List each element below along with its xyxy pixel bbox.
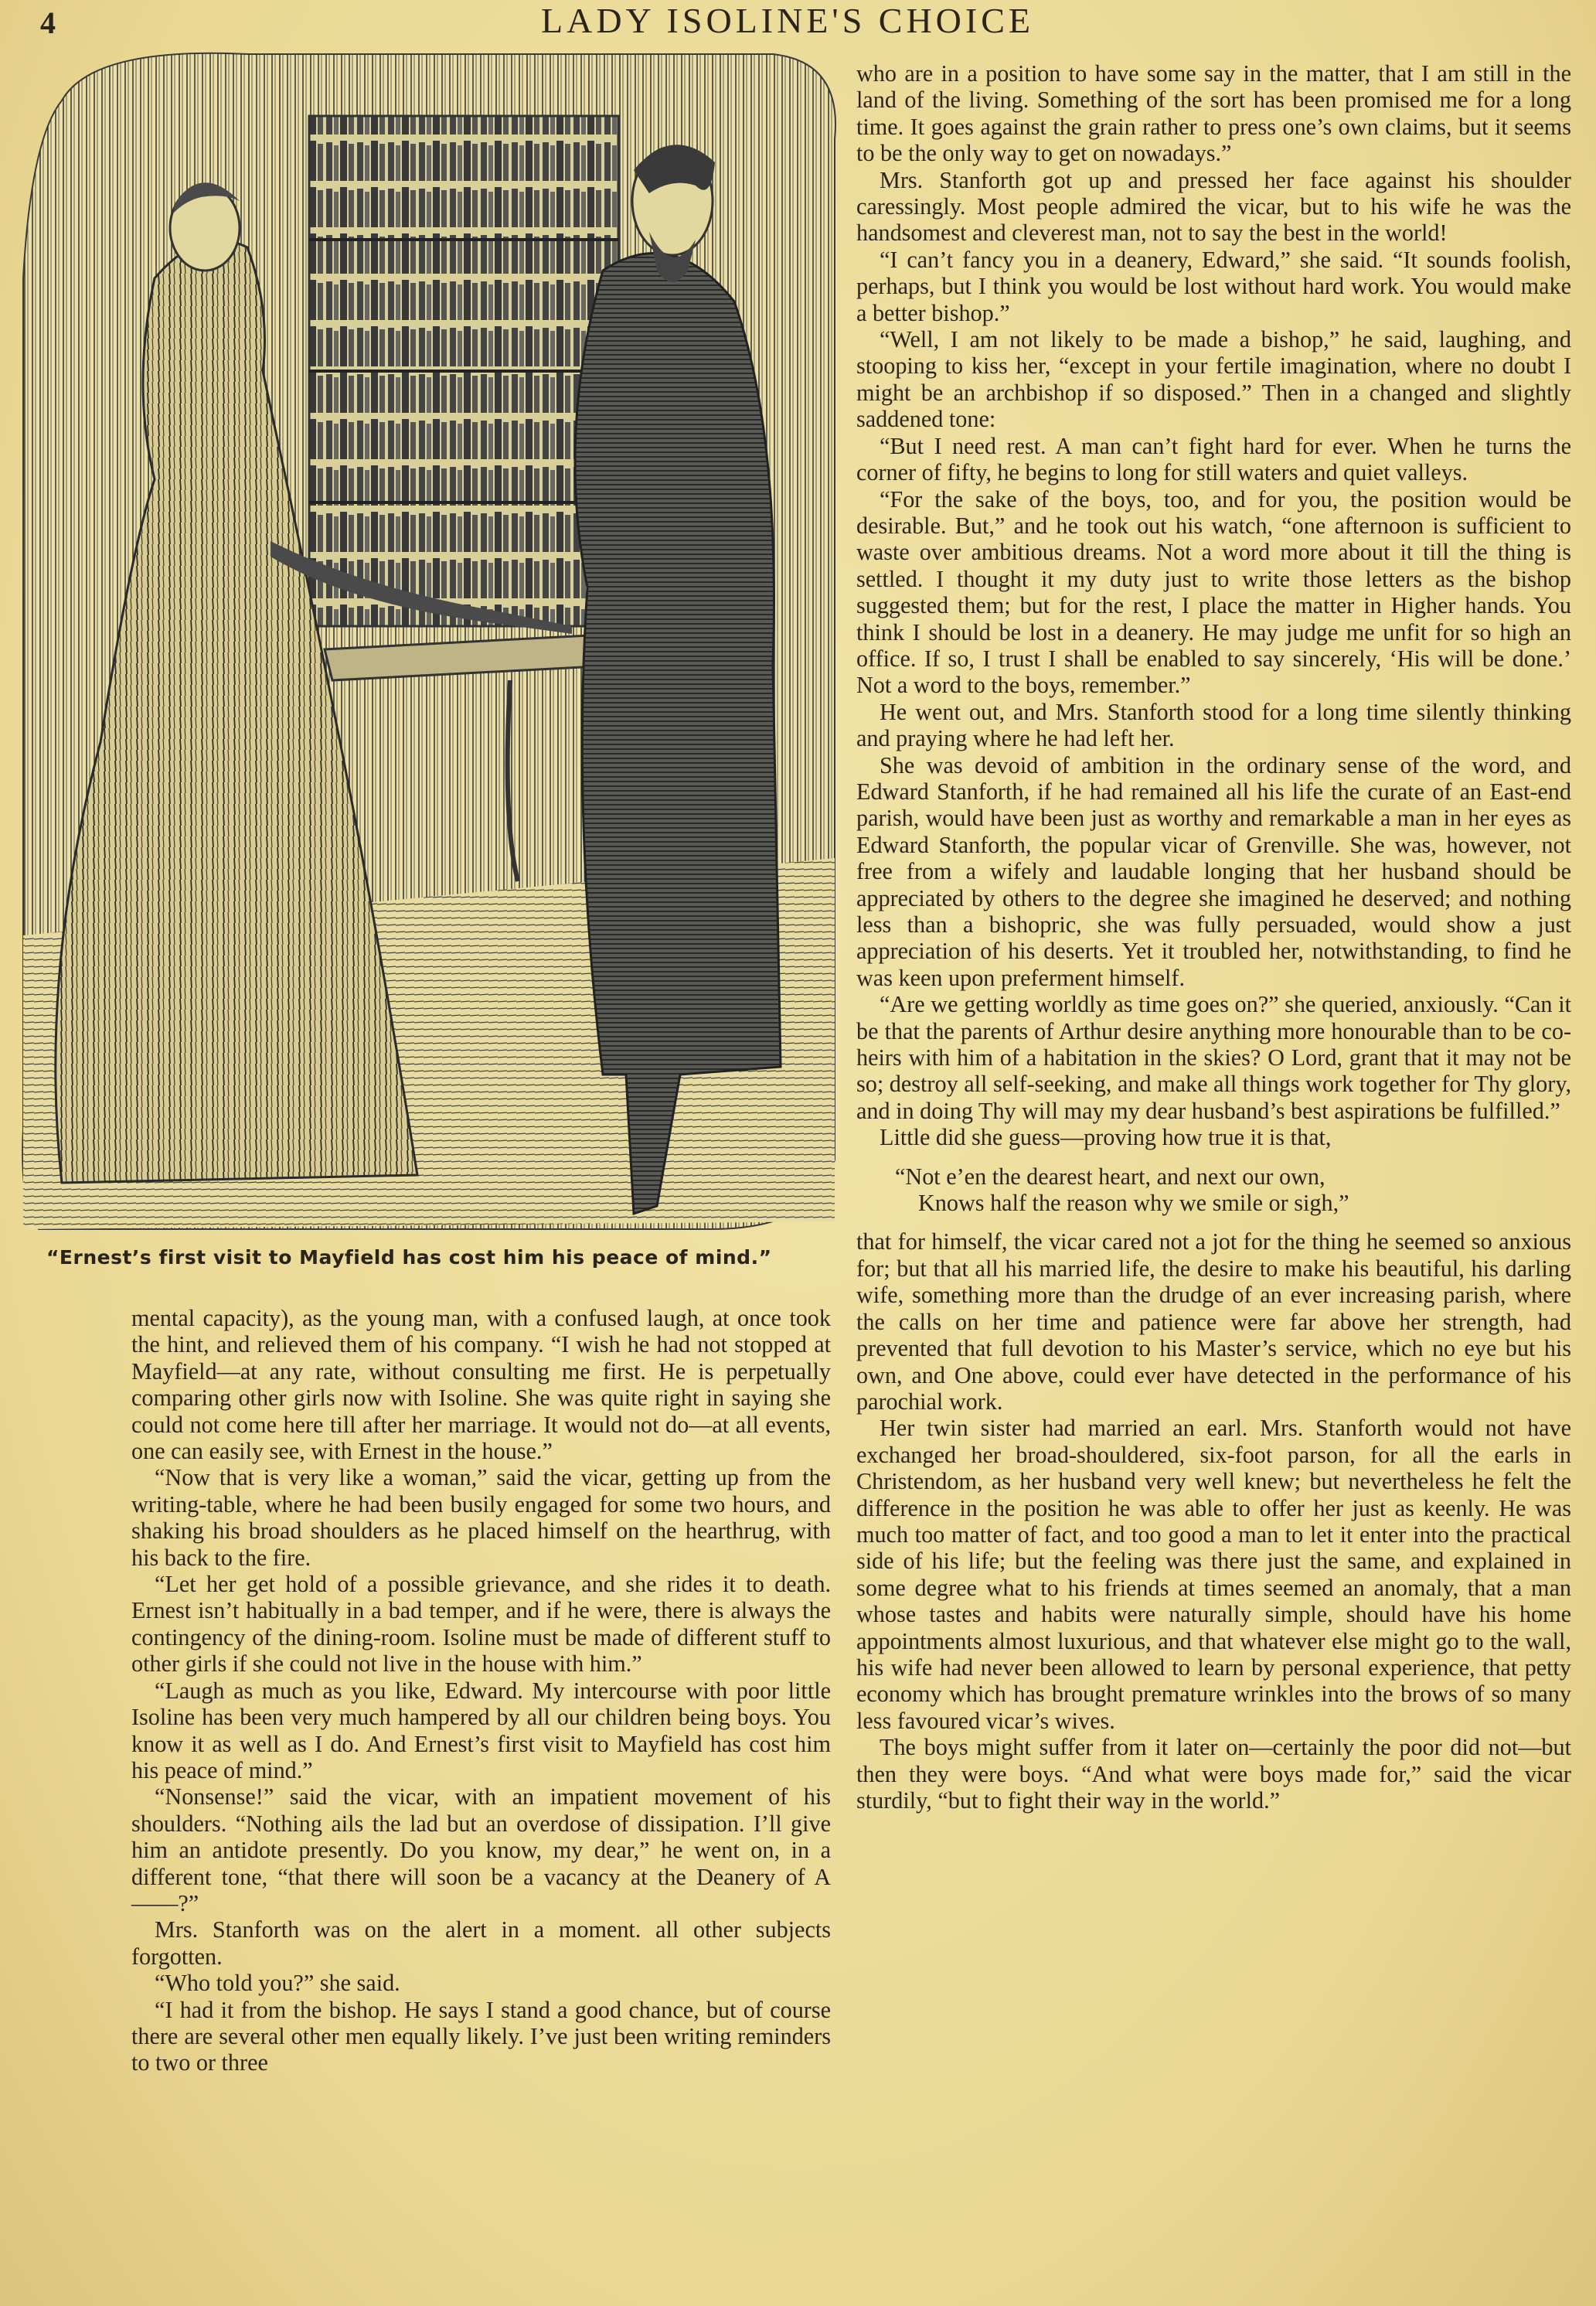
paragraph: “For the sake of the boys, too, and for you, the position would be desirable. But,” and he took out his watch, “one afternoon is sufficient to waste over ambitious dreams. Not a word more about it till the thing is settled. I thought it my duty just to write those letters as the bishop suggested them; but for the rest, I place the matter in Higher hands. You think I should be lost in a deanery. He may judge me unfit for so high an office. If so, I trust I shall be enabled to say sincerely, ‘His will be done.’ Not a word to the boys, remember.” [856,485,1571,699]
verse-line: “Not e’en the dearest heart, and next our own, [895,1163,1325,1190]
paragraph: Mrs. Stanforth was on the alert in a moment. all other subjects forgotten. [131,1916,831,1970]
paragraph: “Who told you?” she said. [155,1970,400,1997]
engraving-illustration [15,46,846,1237]
left-column [131,1305,831,2076]
paragraph: “Now that is very like a woman,” said the vicar, getting up from the writing-table, where he had been busily engaged for some two hours, and shaking his broad shoulders as he placed himself on the hearthrug, with his back to the fire. [131,1464,831,1571]
verse-quote [895,1163,1571,1217]
paragraph: Little did she guess—proving how true it is that, [880,1124,1332,1151]
verse-line: Knows half the reason why we smile or sigh,” [918,1190,1349,1217]
paragraph: He went out, and Mrs. Stanforth stood for a long time silently thinking and praying where he had left her. [856,698,1571,752]
paragraph: Her twin sister had married an earl. Mrs. Stanforth would not have exchanged her broad-shouldered, six-foot parson, for all the earls in Christendom, as her husband very well knew; but nevertheless he felt the difference in the position he was able to offer her just as keenly. He was much too matter of fact, and too good a man to let it enter into the practical side of his life; but the feeling was there just the same, and explained in some degree what to his friends at times seemed an anomaly, that a man whose tastes and habits were naturally simple, should have his home appointments almost luxurious, and that whatever else might go to the wall, his wife had never been allowed to learn by personal experience, that petty economy which has brought premature wrinkles into the brows of so many less favoured vicar’s wives. [856,1415,1571,1734]
vicar-figure [575,254,781,1214]
paragraph: “I had it from the bishop. He says I stand a good chance, but of course there are several other men equally likely. I’ve just been writing reminders to two or three [131,1996,831,2076]
paragraph: mental capacity), as the young man, with a confused laugh, at once took the hint, and relieved them of his company. “I wish he had not stopped at Mayfield—at any rate, without consulting me first. He is perpetually comparing other girls now with Isoline. She was quite right in saying she could not come here till after her marriage. It would not do—at all events, one can easily see, with Ernest in the house.” [131,1305,831,1465]
paragraph: that for himself, the vicar cared not a jot for the thing he seemed so anxious for; but that all his married life, the desire to make his beautiful, his darling wife, something more than the drudge of an ever increasing parish, where the calls on her time and patience were far above her strength, had prevented that full devotion to his Master’s service, which no eye but his own, and One above, could ever have detected in the performance of his parochial work. [856,1228,1571,1415]
paragraph: “Well, I am not likely to be made a bishop,” he said, laughing, and stooping to kiss her, “except in your fertile imagination, where no doubt I might be an archbishop if so disposed.” Then in a changed and slightly saddened tone: [856,326,1571,433]
paragraph: She was devoid of ambition in the ordinary sense of the word, and Edward Stanforth, if he had remained all his life the curate of an East-end parish, would have been just as worthy and remarkable a man in her eyes as Edward Stanforth, the popular vicar of Grenville. She was, however, not free from a wifely and laudable longing that her husband should be appreciated by others to the degree she imagined he deserved; and nothing less than a bishopric, she was fully persuaded, would show a just appreciation of his deserts. Yet it troubled her, notwithstanding, to find he was keen upon preferment himself. [856,751,1571,991]
paragraph: The boys might suffer from it later on—certainly the poor did not—but then they were boys. “And what were boys made for,” said the vicar sturdily, “but to fight their way in the world.” [856,1734,1571,1814]
paragraph: who are in a position to have some say in the matter, that I am still in the land of the living. Something of the sort has been promised me for a long time. It goes against the grain rather to press one’s own claims, but it seems to be the only way to get on nowadays.” [856,60,1571,167]
page-number: 4 [40,5,56,40]
paragraph: Mrs. Stanforth got up and pressed her face against his shoulder caressingly. Most people admired the vicar, but to his wife he was the handsomest and cleverest man, not to say the best in the world! [856,166,1571,247]
paragraph: “Nonsense!” said the vicar, with an impatient movement of his shoulders. “Nothing ails the lad but an overdose of dissipation. I’ll give him an antidote presently. Do you know, my dear,” he went on, in a different tone, “that there will soon be a vacancy at the Deanery of A——?” [131,1783,831,1916]
paragraph: “But I need rest. A man can’t fight hard for ever. When he turns the corner of fifty, he begins to long for still waters and quiet valleys. [856,432,1571,486]
right-column [856,60,1571,1814]
running-title: LADY ISOLINE'S CHOICE [541,1,1034,40]
paragraph: “Are we getting worldly as time goes on?” she queried, anxiously. “Can it be that the parents of Arthur desire anything more honourable than to be co-heirs with him of a habitation in the skies? O Lord, grant that it may not be so; destroy all self-seeking, and make all things work together for Thy glory, and in doing Thy will may my dear husband’s best aspirations be fulfilled.” [856,991,1571,1124]
illustration-caption: “Ernest’s first visit to Mayfield has cost him his peace of mind.” [46,1246,772,1269]
paragraph: “Laugh as much as you like, Edward. My intercourse with poor little Isoline has been very much hampered by all our children being boys. You know it as well as I do. And Ernest’s first visit to Mayfield has cost him his peace of mind.” [131,1677,831,1783]
paragraph: “I can’t fancy you in a deanery, Edward,” she said. “It sounds foolish, perhaps, but I think you would be lost without hard work. You would make a better bishop.” [856,246,1571,326]
paragraph: “Let her get hold of a possible grievance, and she rides it to death. Ernest isn’t habitually in a bad temper, and if he were, there is always the contingency of the dining-room. Isoline must be made of different stuff to other girls if she could not live in the house with him.” [131,1571,831,1678]
